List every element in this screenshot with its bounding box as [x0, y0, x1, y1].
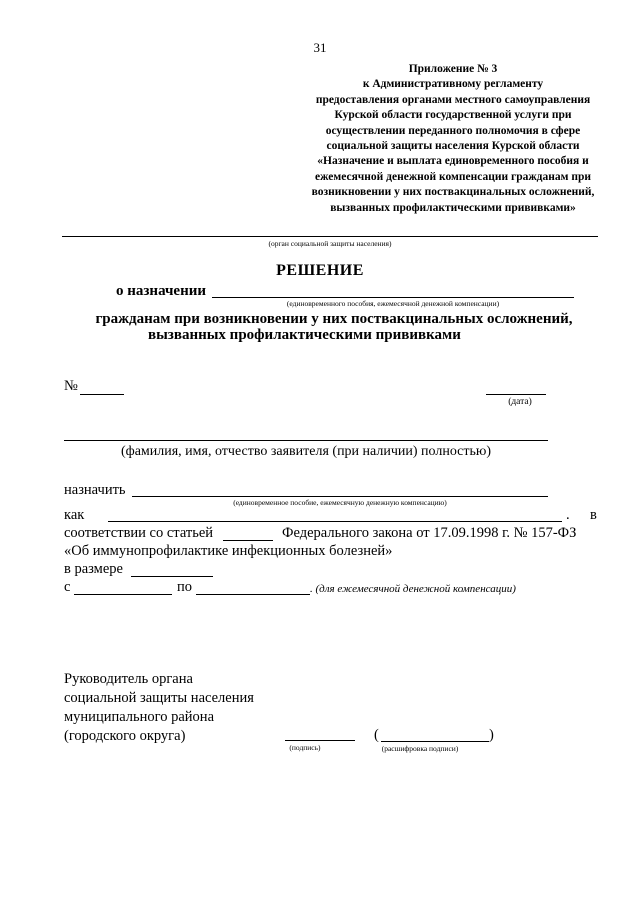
appendix-line: осуществлении переданного полномочия в сфере: [325, 124, 581, 137]
period-note: . (для ежемесячной денежной компенсации): [310, 583, 516, 595]
decode-field-line[interactable]: [381, 741, 489, 742]
article-field-line[interactable]: [223, 540, 273, 541]
decision-title: РЕШЕНИЕ: [276, 262, 364, 279]
date-field-line[interactable]: [486, 394, 546, 395]
amount-field-line[interactable]: [131, 576, 213, 577]
appendix-block: [292, 62, 614, 216]
law-prefix: соответствии со статьей: [64, 525, 214, 541]
signature-title: [64, 670, 254, 746]
number-label: №: [64, 378, 78, 394]
as-end-word: в: [590, 507, 597, 523]
amount-label: в размере: [64, 561, 123, 577]
period-to-field-line[interactable]: [196, 594, 310, 595]
period-to-label: по: [177, 579, 193, 595]
decode-caption: (расшифровка подписи): [381, 744, 459, 753]
signature-line: муниципального района: [64, 709, 214, 725]
period-from-label: с: [64, 579, 71, 595]
org-field-line[interactable]: [62, 236, 598, 237]
decision-subtitle: вызванных профилактическими прививками: [148, 327, 461, 343]
appendix-line: к Административному регламенту: [362, 78, 544, 91]
appendix-line: вызванных профилактическими прививками»: [330, 201, 576, 214]
applicant-field-line[interactable]: [64, 440, 548, 441]
appendix-line: Курской области государственной услуги при: [334, 109, 572, 122]
appendix-line: ежемесячной денежной компенсации гражданам при: [315, 170, 591, 183]
law-text: Федерального закона от 17.09.1998 г. № 157-ФЗ: [282, 525, 577, 541]
page-number: 31: [313, 40, 327, 55]
signature-line: социальной защиты населения: [64, 690, 254, 706]
assign-prefix: о назначении: [116, 283, 207, 299]
appendix-line: социальной защиты населения Курской области: [326, 140, 580, 153]
assign-field-line[interactable]: [132, 496, 548, 497]
decision-subtitle: гражданам при возникновении у них поствакцинальных осложнений,: [95, 311, 573, 327]
appendix-line: предоставления органами местного самоуправления: [315, 93, 591, 106]
org-caption: (орган социальной защиты населения): [268, 239, 392, 248]
period-from-field-line[interactable]: [74, 594, 172, 595]
appendix-line: Приложение № 3: [408, 63, 498, 75]
appendix-line: возникновении у них поствакцинальных осложнений,: [311, 186, 595, 199]
assign-type-field-line[interactable]: [212, 297, 574, 298]
assign-label: назначить: [64, 482, 126, 498]
law-name: «Об иммунопрофилактике инфекционных болезней»: [64, 543, 393, 559]
decode-open-paren: (: [374, 727, 379, 743]
as-end-dot: .: [566, 507, 570, 523]
decode-close-paren: ): [489, 727, 494, 743]
appendix-line: «Назначение и выплата единовременного пособия и: [317, 155, 589, 168]
signature-field-line[interactable]: [285, 740, 355, 741]
date-caption: (дата): [508, 397, 532, 407]
signature-line: (городского округа): [64, 728, 186, 744]
applicant-caption: (фамилия, имя, отчество заявителя (при наличии) полностью): [120, 444, 492, 459]
assign-type-caption: (единовременного пособия, ежемесячной денежной компенсации): [286, 299, 500, 308]
number-field-line[interactable]: [80, 394, 124, 395]
signature-caption: (подпись): [289, 743, 321, 752]
as-field-line[interactable]: [108, 521, 562, 522]
assign-caption: (единовременное пособие, ежемесячную денежную компенсацию): [233, 498, 447, 507]
as-label: как: [64, 507, 85, 523]
signature-line: Руководитель органа: [64, 671, 193, 687]
